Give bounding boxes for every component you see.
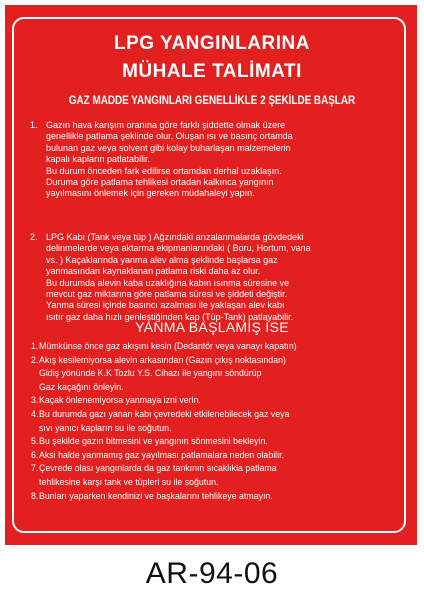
instruction-number: 5.	[31, 436, 39, 447]
instruction-line: Akış kesilemiyorsa alevin arkasından (Gazın çıkış noktasından)	[39, 354, 286, 365]
sign-title-line-2: MÜHALE TALİMATI	[122, 61, 302, 82]
instruction-number: 2.	[31, 354, 39, 365]
instruction-item	[31, 462, 403, 489]
cause-2-number: 2.	[30, 232, 38, 242]
cause-2-line: ısıtır gaz daha hızlı genleştiğinden kap (Tüp-Tank) patlayabilir.	[46, 311, 294, 322]
instruction-line: Çevrede olası yangınlarda da gaz tankının sıcaklıkla patlama	[39, 463, 277, 474]
sign-subtitle: GAZ MADDE YANGINLARI GENELLİKLE 2 ŞEKİLDE BAŞLAR	[68, 95, 356, 107]
cause-1-number: 1.	[30, 120, 38, 130]
cause-2-line: Bu durumda alevin kaba uzaklığına kabın ısınma süresine ve	[46, 277, 290, 288]
instruction-item	[31, 394, 403, 408]
instruction-line: Gidiş yönünde K.K Tozlu Y.S. Cihazı ile yangını söndürüp	[39, 368, 262, 379]
instruction-line: Kaçak önlenemiyorsa yanmaya izni verin.	[39, 395, 201, 406]
cause-1	[30, 120, 400, 200]
instruction-number: 4.	[31, 408, 39, 419]
instruction-line: Bu şekilde gazın bitmesini ve yangının sönmesini bekleyin.	[39, 436, 268, 447]
instruction-line: Bu durumda gazı yanan kabı çevredeki etkilenebilecek gaz veya	[39, 408, 290, 419]
cause-1-line: genellikle patlama şeklinde olur. Oluşan ısı ve basınç ortamda	[46, 131, 293, 142]
cause-2-line: LPG Kabı (Tank veya tüp ) Ağzındaki arızalanmalarda gövdedeki	[46, 232, 304, 242]
instruction-line: Aksi halde yanmamış gaz yayılması patlamalara neden olabilir.	[39, 449, 284, 460]
instruction-number: 3.	[31, 395, 39, 406]
instruction-number: 8.	[31, 490, 39, 501]
instruction-number: 6.	[31, 449, 39, 460]
instruction-line: Bunları yaparken kendinizi ve başkalarını tehlikeye atmayın.	[39, 490, 273, 501]
cause-1-line: kapalı kapların patlatabilir.	[46, 154, 151, 165]
instruction-number: 7.	[31, 463, 39, 474]
instruction-item	[31, 340, 403, 354]
instruction-line: Mümkünse önce gaz akışını kesin (Dedantör veya vanayı kapatın)	[39, 341, 297, 351]
cause-1-line: Duruma göre patlama tehlikesi ortadan kalkınca yangının	[46, 177, 274, 188]
instruction-number: 1.	[31, 341, 39, 351]
cause-2-line: delinmelerde veya aktarma ekipmanlarındaki ( Boru, Hortum, vana	[46, 243, 311, 254]
section-heading: YANMA BAŞLAMIŞ İSE	[135, 319, 289, 335]
cause-1-line: Bu durum önceden fark edilirse ortamdan derhal uzaklaşın.	[46, 165, 282, 176]
instruction-line: tehlikesine karşı tank ve tüpleri su ile soğutun.	[39, 476, 219, 487]
instruction-line: sıvı yanıcı kapların su ile soğutun.	[39, 422, 172, 433]
cause-1-line: Gazın hava karışım oranına göre farklı şiddette olmak üzere	[46, 120, 286, 130]
cause-1-line: bulunan gaz veya solvent gibi kolay buharlaşan malzemelerin	[46, 142, 291, 153]
instruction-item	[31, 449, 403, 463]
cause-1-line: yayılmasını önlemek için gereken müdahaleyi yapın.	[46, 188, 255, 199]
cause-2-line: mevcut gaz miktarına göre patlama süresi ve şiddeti değiştir.	[46, 289, 288, 300]
product-code: AR-94-06	[145, 557, 279, 590]
cause-2-line: vs. ) Kaçaklarında yanma alev alma şeklinde başlarsa gaz	[46, 254, 278, 265]
instruction-item	[31, 408, 403, 435]
instruction-item	[31, 435, 403, 449]
cause-2	[30, 232, 400, 323]
instruction-item	[31, 354, 403, 395]
cause-2-line: yanmasından kaynaklanan patlama riski daha az olur.	[46, 266, 261, 277]
sign-title-line-1: LPG YANGINLARINA	[114, 33, 310, 54]
instruction-item	[31, 490, 403, 504]
cause-2-line: Yanma süresi içinde basıncı azalması ile yaklaşan alev kabı	[46, 300, 285, 311]
instruction-list	[31, 340, 403, 503]
instruction-line: Gaz kaçağını önleyin.	[39, 381, 124, 392]
